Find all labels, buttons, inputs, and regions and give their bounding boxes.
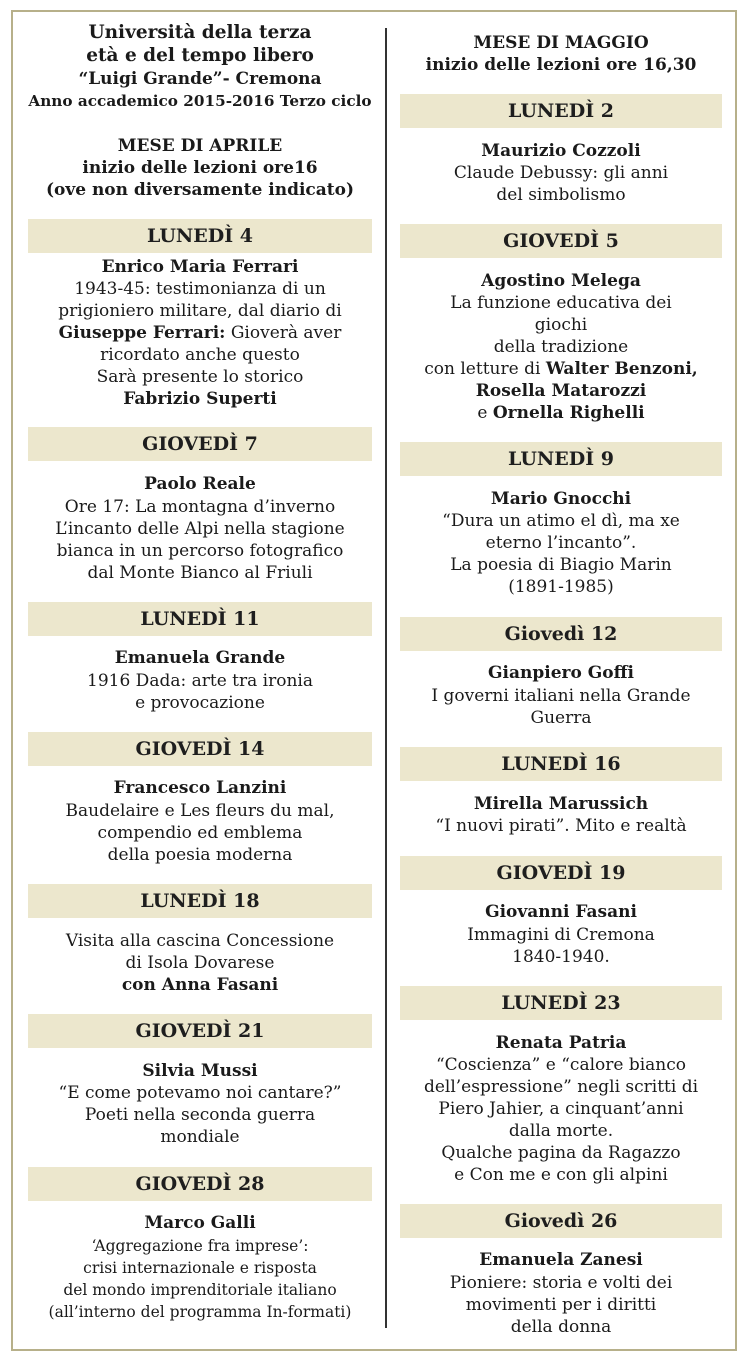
event-text: Immagini di Cremona bbox=[467, 925, 655, 945]
day-bar: Giovedì 26 bbox=[400, 1204, 722, 1238]
event-speaker: Renata Patria bbox=[495, 1033, 627, 1053]
event-text: “I nuovi pirati”. Mito e realtà bbox=[435, 816, 687, 836]
event-text: movimenti per i diritti bbox=[465, 1295, 657, 1315]
april-note: (ove non diversamente indicato) bbox=[45, 180, 355, 200]
event-text: (all’interno del programma In-formati) bbox=[48, 1303, 352, 1321]
event-text-bold: Walter Benzoni, bbox=[545, 359, 698, 379]
event-text: giochi bbox=[534, 315, 588, 335]
event-text: e provocazione bbox=[135, 693, 265, 713]
event-text: Pioniere: storia e volti dei bbox=[449, 1273, 673, 1293]
event-text: “Coscienza” e “calore bianco bbox=[435, 1055, 687, 1075]
event-text-bold: Giuseppe Ferrari: bbox=[58, 323, 226, 343]
event-text-bold: con Anna Fasani bbox=[121, 975, 279, 995]
may-title: MESE DI MAGGIO bbox=[473, 33, 649, 53]
event-text: dell’espressione” negli scritti di bbox=[423, 1077, 699, 1097]
event-text: della donna bbox=[510, 1317, 612, 1337]
event-text-bold: Ornella Righelli bbox=[492, 403, 645, 423]
event-speaker: Enrico Maria Ferrari bbox=[101, 257, 299, 277]
event-text: L’incanto delle Alpi nella stagione bbox=[55, 519, 345, 539]
day-bar: LUNEDÌ 16 bbox=[400, 747, 722, 781]
event-text: dal Monte Bianco al Friuli bbox=[87, 563, 313, 583]
event-text: “E come potevamo noi cantare?” bbox=[58, 1083, 342, 1103]
event-text: Guerra bbox=[530, 708, 592, 728]
event-text: bianca in un percorso fotografico bbox=[56, 541, 344, 561]
event-speaker: Emanuela Zanesi bbox=[479, 1250, 643, 1270]
event-speaker: Silvia Mussi bbox=[142, 1061, 258, 1081]
event-text: La poesia di Biagio Marin bbox=[450, 555, 672, 575]
event-text: con letture di bbox=[424, 359, 546, 379]
day-bar: LUNEDÌ 9 bbox=[400, 442, 722, 476]
event-speaker: Giovanni Fasani bbox=[485, 902, 637, 922]
event-text: ‘Aggregazione fra imprese’: bbox=[91, 1237, 309, 1255]
day-bar: LUNEDÌ 18 bbox=[28, 884, 372, 918]
event-text: Ore 17: La montagna d’inverno bbox=[64, 497, 336, 517]
event-text: compendio ed emblema bbox=[97, 823, 303, 843]
april-start-time: inizio delle lezioni ore16 bbox=[82, 158, 318, 178]
day-bar: GIOVEDÌ 14 bbox=[28, 732, 372, 766]
event-text: Poeti nella seconda guerra bbox=[84, 1105, 316, 1125]
event-text: Sarà presente lo storico bbox=[96, 367, 304, 387]
day-bar: GIOVEDÌ 7 bbox=[28, 427, 372, 461]
april-title: MESE DI APRILE bbox=[117, 136, 283, 156]
event-speaker: Maurizio Cozzoli bbox=[481, 141, 641, 161]
event-text: Visita alla cascina Concessione bbox=[65, 931, 335, 951]
column-divider bbox=[385, 28, 387, 1328]
event-text: “Dura un atimo el dì, ma xe bbox=[442, 511, 680, 531]
event-text: 1840-1940. bbox=[512, 947, 610, 967]
header-line-1: Università della terza bbox=[88, 22, 312, 43]
day-bar: GIOVEDÌ 19 bbox=[400, 856, 722, 890]
event-text: 1943-45: testimonianza di un bbox=[74, 279, 326, 299]
day-bar: LUNEDÌ 2 bbox=[400, 94, 722, 128]
event-text: della tradizione bbox=[493, 337, 629, 357]
day-bar: GIOVEDÌ 28 bbox=[28, 1167, 372, 1201]
event-speaker: Mirella Marussich bbox=[473, 794, 649, 814]
event-text: prigioniero militare, dal diario di bbox=[58, 301, 342, 321]
event-text: mondiale bbox=[160, 1127, 240, 1147]
header-line-4: Anno accademico 2015-2016 Terzo ciclo bbox=[28, 92, 372, 110]
event-text: del simbolismo bbox=[496, 185, 626, 205]
event-text bbox=[400, 359, 722, 379]
day-bar: GIOVEDÌ 5 bbox=[400, 224, 722, 258]
event-text: eterno l’incanto”. bbox=[485, 533, 637, 553]
event-text: 1916 Dada: arte tra ironia bbox=[87, 671, 313, 691]
event-text: e bbox=[477, 403, 493, 423]
event-text-bold: Rosella Matarozzi bbox=[475, 381, 647, 401]
event-text: della poesia moderna bbox=[107, 845, 293, 865]
day-bar: GIOVEDÌ 21 bbox=[28, 1014, 372, 1048]
event-text: Gioverà aver bbox=[225, 323, 342, 343]
day-bar: LUNEDÌ 4 bbox=[28, 219, 372, 253]
event-speaker: Paolo Reale bbox=[144, 474, 256, 494]
event-text: (1891-1985) bbox=[508, 577, 614, 597]
event-speaker: Agostino Melega bbox=[481, 271, 641, 291]
event-text: ricordato anche questo bbox=[100, 345, 300, 365]
event-text: La funzione educativa dei bbox=[450, 293, 672, 313]
event-speaker: Mario Gnocchi bbox=[490, 489, 632, 509]
event-text: Baudelaire e Les fleurs du mal, bbox=[65, 801, 335, 821]
event-text-bold: Fabrizio Superti bbox=[123, 389, 277, 409]
day-bar: LUNEDÌ 23 bbox=[400, 986, 722, 1020]
event-text: Qualche pagina da Ragazzo bbox=[441, 1143, 681, 1163]
day-bar: Giovedì 12 bbox=[400, 617, 722, 651]
may-start-time: inizio delle lezioni ore 16,30 bbox=[425, 55, 697, 75]
event-speaker: Emanuela Grande bbox=[114, 648, 286, 668]
event-text: di Isola Dovarese bbox=[125, 953, 275, 973]
header-line-3: “Luigi Grande”- Cremona bbox=[78, 69, 322, 89]
day-bar: LUNEDÌ 11 bbox=[28, 602, 372, 636]
event-text: e Con me e con gli alpini bbox=[454, 1165, 668, 1185]
event-text: del mondo imprenditoriale italiano bbox=[63, 1281, 337, 1299]
event-text: I governi italiani nella Grande bbox=[431, 686, 691, 706]
event-text bbox=[28, 323, 372, 343]
event-text: crisi internazionale e risposta bbox=[83, 1259, 317, 1277]
event-speaker: Marco Galli bbox=[144, 1213, 256, 1233]
event-speaker: Francesco Lanzini bbox=[113, 778, 287, 798]
event-speaker: Gianpiero Goffi bbox=[488, 663, 634, 683]
header-line-2: età e del tempo libero bbox=[86, 45, 314, 66]
event-text bbox=[400, 403, 722, 423]
event-text: dalla morte. bbox=[508, 1121, 614, 1141]
event-text: Piero Jahier, a cinquant’anni bbox=[438, 1099, 684, 1119]
event-text: Claude Debussy: gli anni bbox=[453, 163, 669, 183]
